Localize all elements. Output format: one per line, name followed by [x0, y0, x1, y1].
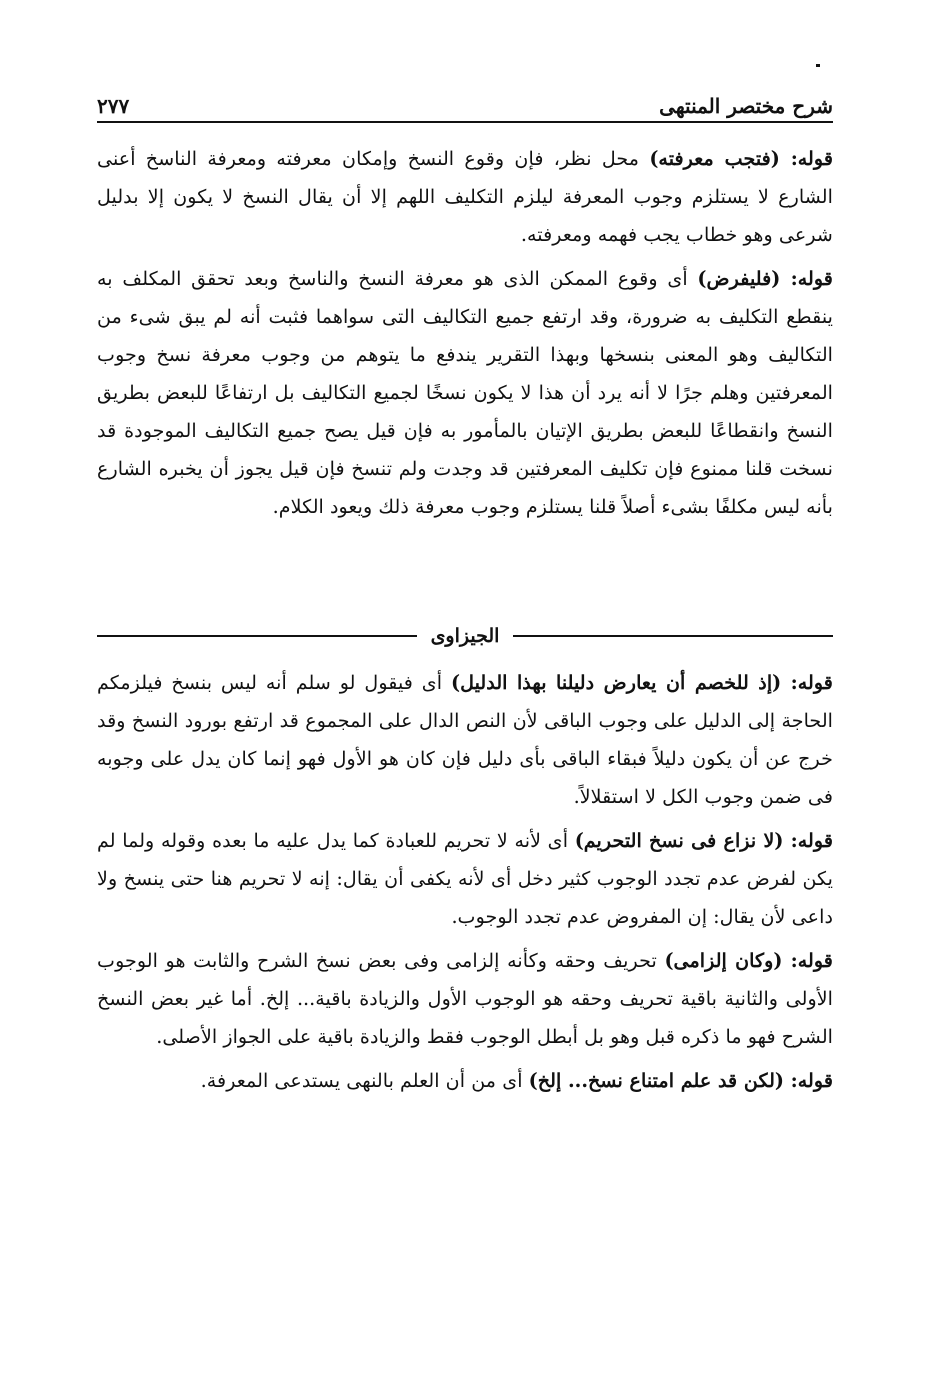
commentary-paragraph: [97, 1062, 833, 1100]
commentary-paragraph: [97, 664, 833, 816]
commentary-section-2: [97, 664, 833, 1106]
separator-line: [513, 635, 833, 637]
commentary-paragraph: [97, 822, 833, 936]
paragraph-text: محل نظر، فإن وقوع النسخ وإمكان معرفته ومعرفة الناسخ أعنى الشارع لا يستلزم وجوب المعرفة ليلزم التكليف اللهم إلا أن يقال النسخ لا يكون إلا بدليل شرعى وهو خطاب يجب فهمه ومعرفته.: [97, 147, 833, 246]
page-header: [97, 86, 833, 118]
paragraph-label: قوله: (وكان إلزامى): [664, 949, 833, 972]
paragraph-text: أى لأنه لا تحريم للعبادة كما يدل عليه ما بعده وقوله ولما لم يكن لفرض عدم تجدد الوجوب كثير دخل أى لأنه يكفى أن يقال: إنه لا تحريم هنا حتى ينسخ ولا داعى لأن يقال: إن المفروض عدم تجدد الوجوب.: [97, 829, 833, 928]
paragraph-label: قوله: (فليفرض): [697, 267, 833, 290]
paragraph-label: قوله: (فتجب معرفته): [649, 147, 833, 170]
paragraph-text: أى من أن العلم بالنهى يستدعى المعرفة.: [200, 1069, 523, 1092]
paragraph-text: أى وقوع الممكن الذى هو معرفة النسخ والناسخ وبعد تحقق المكلف به ينقطع التكليف به ضرورة، وقد ارتفع جميع التكاليف التى سواهما فثبت أنه لم يبق شىء من التكاليف وهو المعنى بنسخها وبهذا التقرير يندفع ما يتوهم من وجوب معرفة نسخ وجوب المعرفتين وهلم جرًا لا أنه يرد أن هذا لا يكون نسخًا لجميع التكاليف بل ارتفاعًا للبعض بطريق النسخ وانقطاعًا للبعض بطريق الإتيان بالمأمور به فإن قيل يصح جميع التكاليف الموجودة قد نسخت قلنا ممنوع فإن تكليف المعرفتين قد وجدت ولم تنسخ فإن قيل يجوز أن يخبره الشارع بأنه ليس مكلفًا بشىء أصلاً قلنا يستلزم وجوب معرفة ذلك ويعود الكلام.: [97, 267, 833, 518]
paragraph-label: قوله: (لكن قد علم امتناع نسخ... إلخ): [528, 1069, 833, 1092]
page-number: ٢٧٧: [97, 94, 130, 118]
running-title: شرح مختصر المنتهى: [659, 94, 833, 118]
commentary-paragraph: [97, 942, 833, 1056]
paragraph-text: أى فيقول لو سلم أنه ليس بنسخ فيلزمكم الحاجة إلى الدليل على وجوب الباقى لأن النص الدال على المجموع قد ارتفع بورود النسخ وقد خرج عن أن يكون دليلاً فبقاء الباقى بأى دليل فإن كان هو الأول فهو إنما كان يدل على وجوبه فى ضمن وجوب الكل لا استقلالاً.: [97, 671, 833, 808]
commentary-paragraph: [97, 140, 833, 254]
author-name: الجيزاوى: [430, 625, 500, 647]
commentary-paragraph: [97, 260, 833, 526]
author-separator: [97, 621, 833, 651]
separator-line: [97, 635, 417, 637]
commentary-section-1: [97, 140, 833, 532]
paragraph-label: قوله: (إذ للخصم أن يعارض دليلنا بهذا الدليل): [451, 671, 833, 694]
paragraph-label: قوله: (لا نزاع فى نسخ التحريم): [574, 829, 833, 852]
header-rule: [97, 121, 833, 123]
paragraph-text: تحريف وحقه وكأنه إلزامى وفى بعض نسخ الشرح والثابت هو الوجوب الأولى والثانية باقية تحريف وحقه هو الوجوب الأول والزيادة باقية... إلخ. أما غير بعض النسخ الشرح فهو ما ذكره قبل وهو بل أبطل الوجوب فقط والزيادة باقية على الجواز الأصلى.: [97, 949, 833, 1048]
margin-mark: [816, 64, 820, 67]
